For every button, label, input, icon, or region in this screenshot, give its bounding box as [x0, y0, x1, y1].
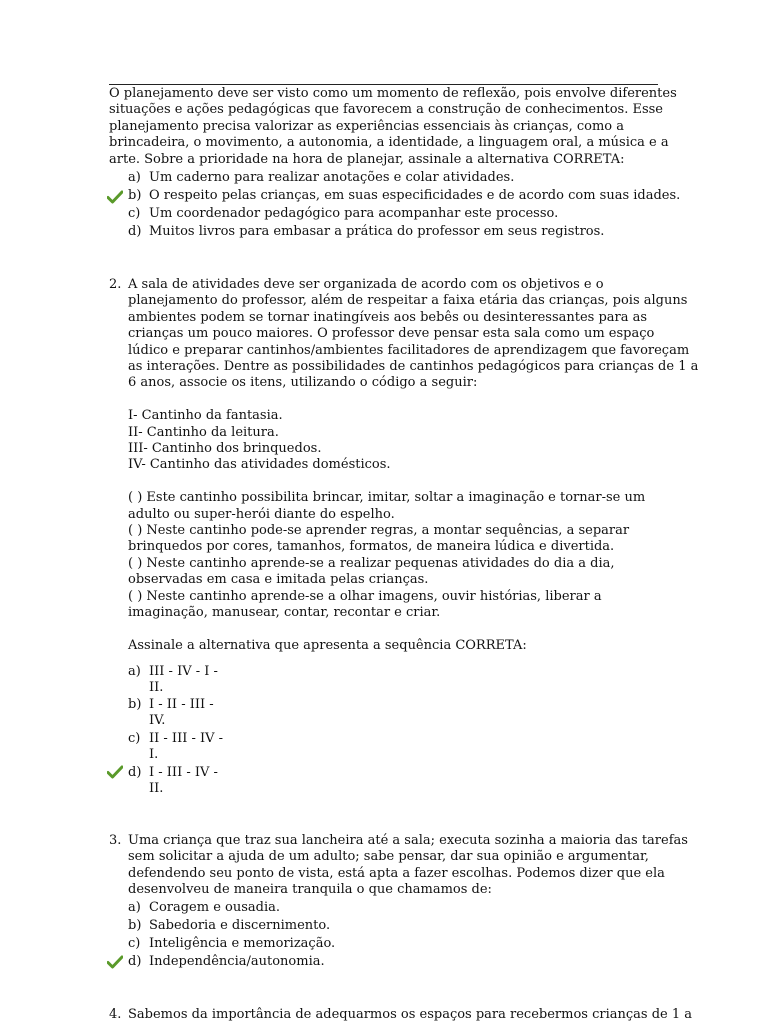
option-text-line1: II - III - IV -: [149, 731, 224, 746]
q4-stem-line: Sabemos da importância de adequarmos os espaços para recebermos crianças de 1 a: [128, 1007, 693, 1022]
option-text: Um coordenador pedagógico para acompanhar este processo.: [149, 206, 559, 221]
q1-stem: [109, 86, 677, 168]
option-letter: c): [128, 936, 141, 951]
q1-stem-line: O planejamento deve ser visto como um momento de reflexão, pois envolve diferentes: [109, 86, 677, 101]
option-letter: a): [128, 170, 141, 185]
q2-stem-line: A sala de atividades deve ser organizada de acordo com os objetivos e o: [128, 277, 604, 292]
q3-stem-line: sem solicitar a ajuda de um adulto; sabe pensar, dar sua opinião e argumentar,: [128, 849, 649, 865]
q2-item: III- Cantinho dos brinquedos.: [128, 441, 322, 457]
option-text: Sabedoria e discernimento.: [149, 918, 331, 933]
q3-stem-line: Uma criança que traz sua lancheira até a sala; executa sozinha a maioria das tarefas: [128, 833, 688, 848]
q2-item: II- Cantinho da leitura.: [128, 424, 279, 440]
option-text-line2: II.: [149, 680, 164, 696]
q2-stem-line: crianças um pouco maiores. O professor deve pensar esta sala como um espaço: [128, 326, 655, 342]
option-text: Muitos livros para embasar a prática do professor em seus registros.: [149, 224, 605, 239]
q2-item: I- Cantinho da fantasia.: [128, 408, 283, 424]
q2-stem-line: 6 anos, associe os itens, utilizando o código a seguir:: [128, 375, 478, 391]
option-letter: c): [128, 206, 141, 221]
q2-statement-line: ( ) Neste cantinho aprende-se a realizar pequenas atividades do dia a dia,: [128, 555, 615, 571]
q1-stem-line: brincadeira, o movimento, a autonomia, a identidade, a linguagem oral, a música e a: [109, 135, 669, 151]
q2-stem: [128, 277, 699, 654]
q2-stem-line: planejamento do professor, além de respeitar a faixa etária das crianças, pois alguns: [128, 293, 688, 309]
option-letter: b): [128, 188, 142, 203]
q2-statement-line: brinquedos por cores, tamanhos, formatos, de maneira lúdica e divertida.: [128, 539, 615, 555]
q2-stem-line: ambientes podem se tornar inatingíveis aos bebês ou desinteressantes para as: [128, 309, 648, 325]
check-icon: [107, 765, 123, 779]
option-text-line2: II.: [149, 781, 164, 797]
q3-stem-line: desenvolveu de maneira tranquila o que chamamos de:: [128, 882, 492, 898]
q2-number: 2.: [109, 277, 122, 292]
option-letter: b): [128, 918, 142, 933]
option-letter: a): [128, 900, 141, 915]
top-rule: [109, 84, 658, 85]
q1-stem-line: arte. Sobre a prioridade na hora de planejar, assinale a alternativa CORRETA:: [109, 151, 625, 167]
q2-prompt: Assinale a alternativa que apresenta a sequência CORRETA:: [128, 637, 527, 653]
q2-statement-line: adulto ou super-herói diante do espelho.: [128, 506, 395, 522]
option-text-line2: IV.: [149, 713, 166, 729]
option-letter: d): [128, 954, 142, 969]
q3-stem: [128, 833, 688, 899]
option-text-line1: III - IV - I -: [149, 664, 218, 679]
q3-number: 3.: [109, 833, 122, 848]
check-icon: [107, 190, 123, 204]
option-text: Coragem e ousadia.: [149, 900, 281, 915]
q3-stem-line: defendendo seu ponto de vista, está apta a fazer escolhas. Podemos dizer que ela: [128, 865, 665, 881]
option-letter: c): [128, 731, 141, 746]
q2-stem-line: lúdico e preparar cantinhos/ambientes facilitadores de aprendizagem que favoreçam: [128, 342, 690, 358]
option-text: Independência/autonomia.: [149, 954, 325, 969]
option-text: Inteligência e memorização.: [149, 936, 336, 951]
q2-statement-line: ( ) Este cantinho possibilita brincar, imitar, soltar a imaginação e tornar-se um: [128, 490, 646, 506]
q2-stem-line: as interações. Dentre as possibilidades de cantinhos pedagógicos para crianças de 1 a: [128, 359, 699, 375]
option-letter: d): [128, 765, 142, 780]
option-letter: a): [128, 664, 141, 679]
option-text-line1: I - III - IV -: [149, 765, 218, 780]
option-text-line2: I.: [149, 747, 159, 763]
option-text-line1: I - II - III -: [149, 697, 214, 712]
q4-number: 4.: [109, 1007, 122, 1022]
q2-statement-line: observadas em casa e imitada pelas crianças.: [128, 572, 429, 588]
option-text: Um caderno para realizar anotações e colar atividades.: [149, 170, 515, 185]
option-letter: b): [128, 697, 142, 712]
option-letter: d): [128, 224, 142, 239]
q2-item: IV- Cantinho das atividades domésticos.: [128, 457, 391, 473]
q4-stem: [128, 1007, 693, 1023]
q2-statement-line: ( ) Neste cantinho pode-se aprender regras, a montar sequências, a separar: [128, 523, 630, 539]
q2-statement-line: ( ) Neste cantinho aprende-se a olhar imagens, ouvir histórias, liberar a: [128, 588, 602, 604]
q1-stem-line: planejamento precisa valorizar as experiências essenciais às crianças, como a: [109, 118, 624, 134]
q1-stem-line: situações e ações pedagógicas que favorecem a construção de conhecimentos. Esse: [109, 102, 663, 118]
q2-statement-line: imaginação, manusear, contar, recontar e criar.: [128, 605, 441, 621]
option-text: O respeito pelas crianças, em suas especificidades e de acordo com suas idades.: [149, 188, 681, 203]
check-icon: [107, 955, 123, 969]
